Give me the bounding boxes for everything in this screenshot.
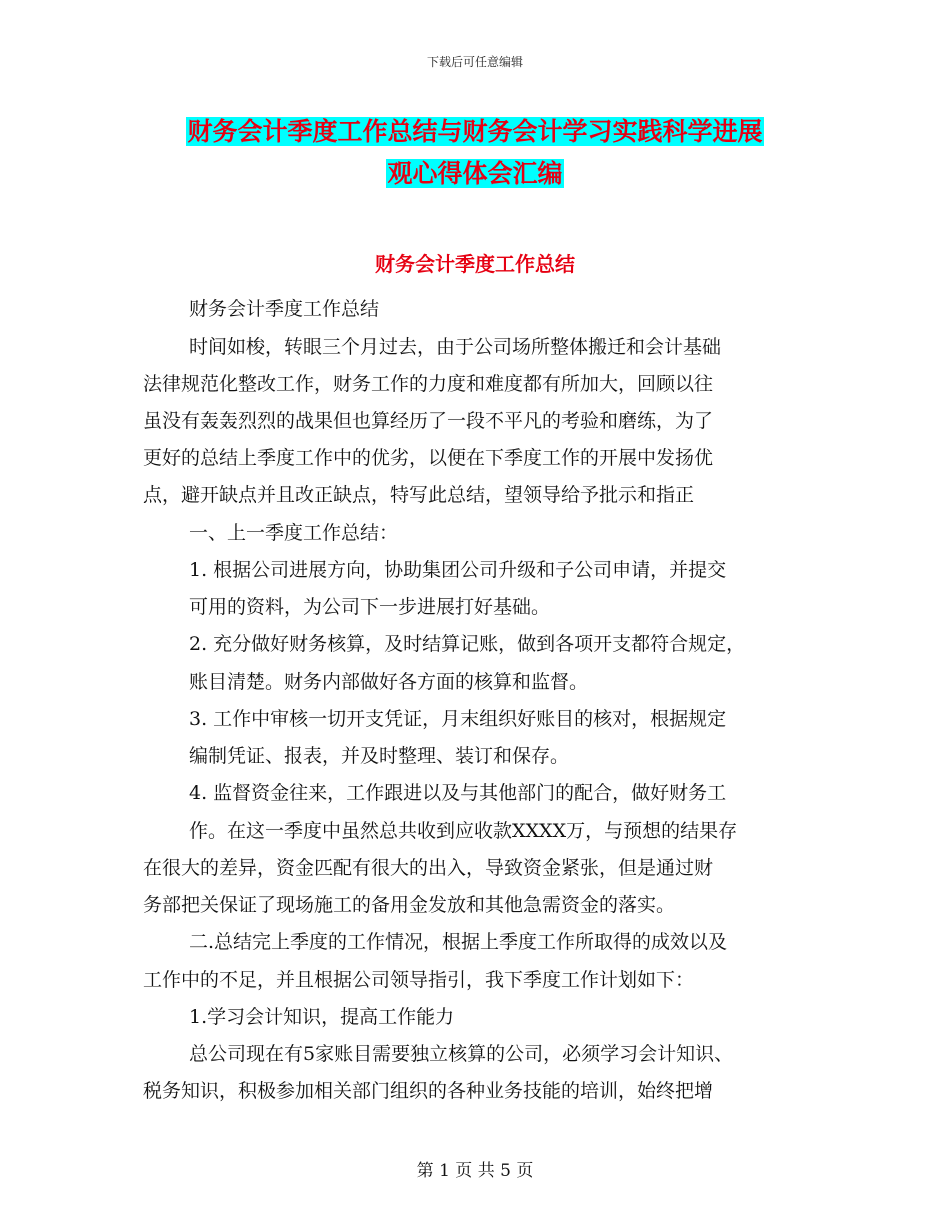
body-line: 二.总结完上季度的工作情况，根据上季度工作所取得的成效以及 xyxy=(189,931,728,953)
document-title-line-2 xyxy=(0,157,950,191)
body-line: 1.学习会计知识，提高工作能力 xyxy=(189,1006,455,1028)
header-note: 下载后可任意编辑 xyxy=(426,55,523,69)
body-line: 时间如梭，转眼三个月过去，由于公司场所整体搬迁和会计基础 xyxy=(189,336,722,358)
section-title: 财务会计季度工作总结 xyxy=(375,252,575,276)
body-line: 编制凭证、报表，并及时整理、装订和保存。 xyxy=(189,745,570,767)
title-highlight-2: 观心得体会汇编 xyxy=(387,159,563,188)
body-line: 3. 工作中审核一切开支凭证，月末组织好账目的核对，根据规定 xyxy=(189,708,727,730)
body-line: 工作中的不足，并且根据公司领导指引，我下季度工作计划如下： xyxy=(143,969,695,991)
body-line: 账目清楚。财务内部做好各方面的核算和监督。 xyxy=(189,671,589,693)
body-line: 更好的总结上季度工作中的优劣，以便在下季度工作的开展中发扬优 xyxy=(143,447,714,469)
body-line: 务部把关保证了现场施工的备用金发放和其他急需资金的落实。 xyxy=(143,894,676,916)
body-line: 税务知识，积极参加相关部门组织的各种业务技能的培训，始终把增 xyxy=(143,1080,714,1102)
document-title-line-1 xyxy=(0,115,950,149)
page-number-footer: 第 1 页 共 5 页 xyxy=(416,1161,534,1181)
body-line: 可用的资料，为公司下一步进展打好基础。 xyxy=(189,596,551,618)
body-line: 1. 根据公司进展方向，协助集团公司升级和子公司申请，并提交 xyxy=(189,559,727,581)
title-highlight-1: 财务会计季度工作总结与财务会计学习实践科学进展 xyxy=(187,117,763,146)
body-line: 点，避开缺点并且改正缺点，特写此总结，望领导给予批示和指正 xyxy=(143,484,695,506)
body-line: 作。在这一季度中虽然总共收到应收款XXXX万，与预想的结果存 xyxy=(189,820,738,842)
body-line: 2. 充分做好财务核算，及时结算记账，做到各项开支都符合规定， xyxy=(189,633,746,655)
body-line: 财务会计季度工作总结 xyxy=(189,298,380,320)
body-line: 法律规范化整改工作，财务工作的力度和难度都有所加大，回顾以往 xyxy=(143,373,714,395)
body-line: 一、上一季度工作总结： xyxy=(189,522,399,544)
body-line: 总公司现在有5家账目需要独立核算的公司，必须学习会计知识、 xyxy=(189,1043,734,1065)
body-line: 虽没有轰轰烈烈的战果但也算经历了一段不平凡的考验和磨练，为了 xyxy=(143,410,714,432)
body-line: 在很大的差异，资金匹配有很大的出入，导致资金紧张，但是通过财 xyxy=(143,857,714,879)
body-line: 4. 监督资金往来，工作跟进以及与其他部门的配合，做好财务工 xyxy=(189,782,727,804)
